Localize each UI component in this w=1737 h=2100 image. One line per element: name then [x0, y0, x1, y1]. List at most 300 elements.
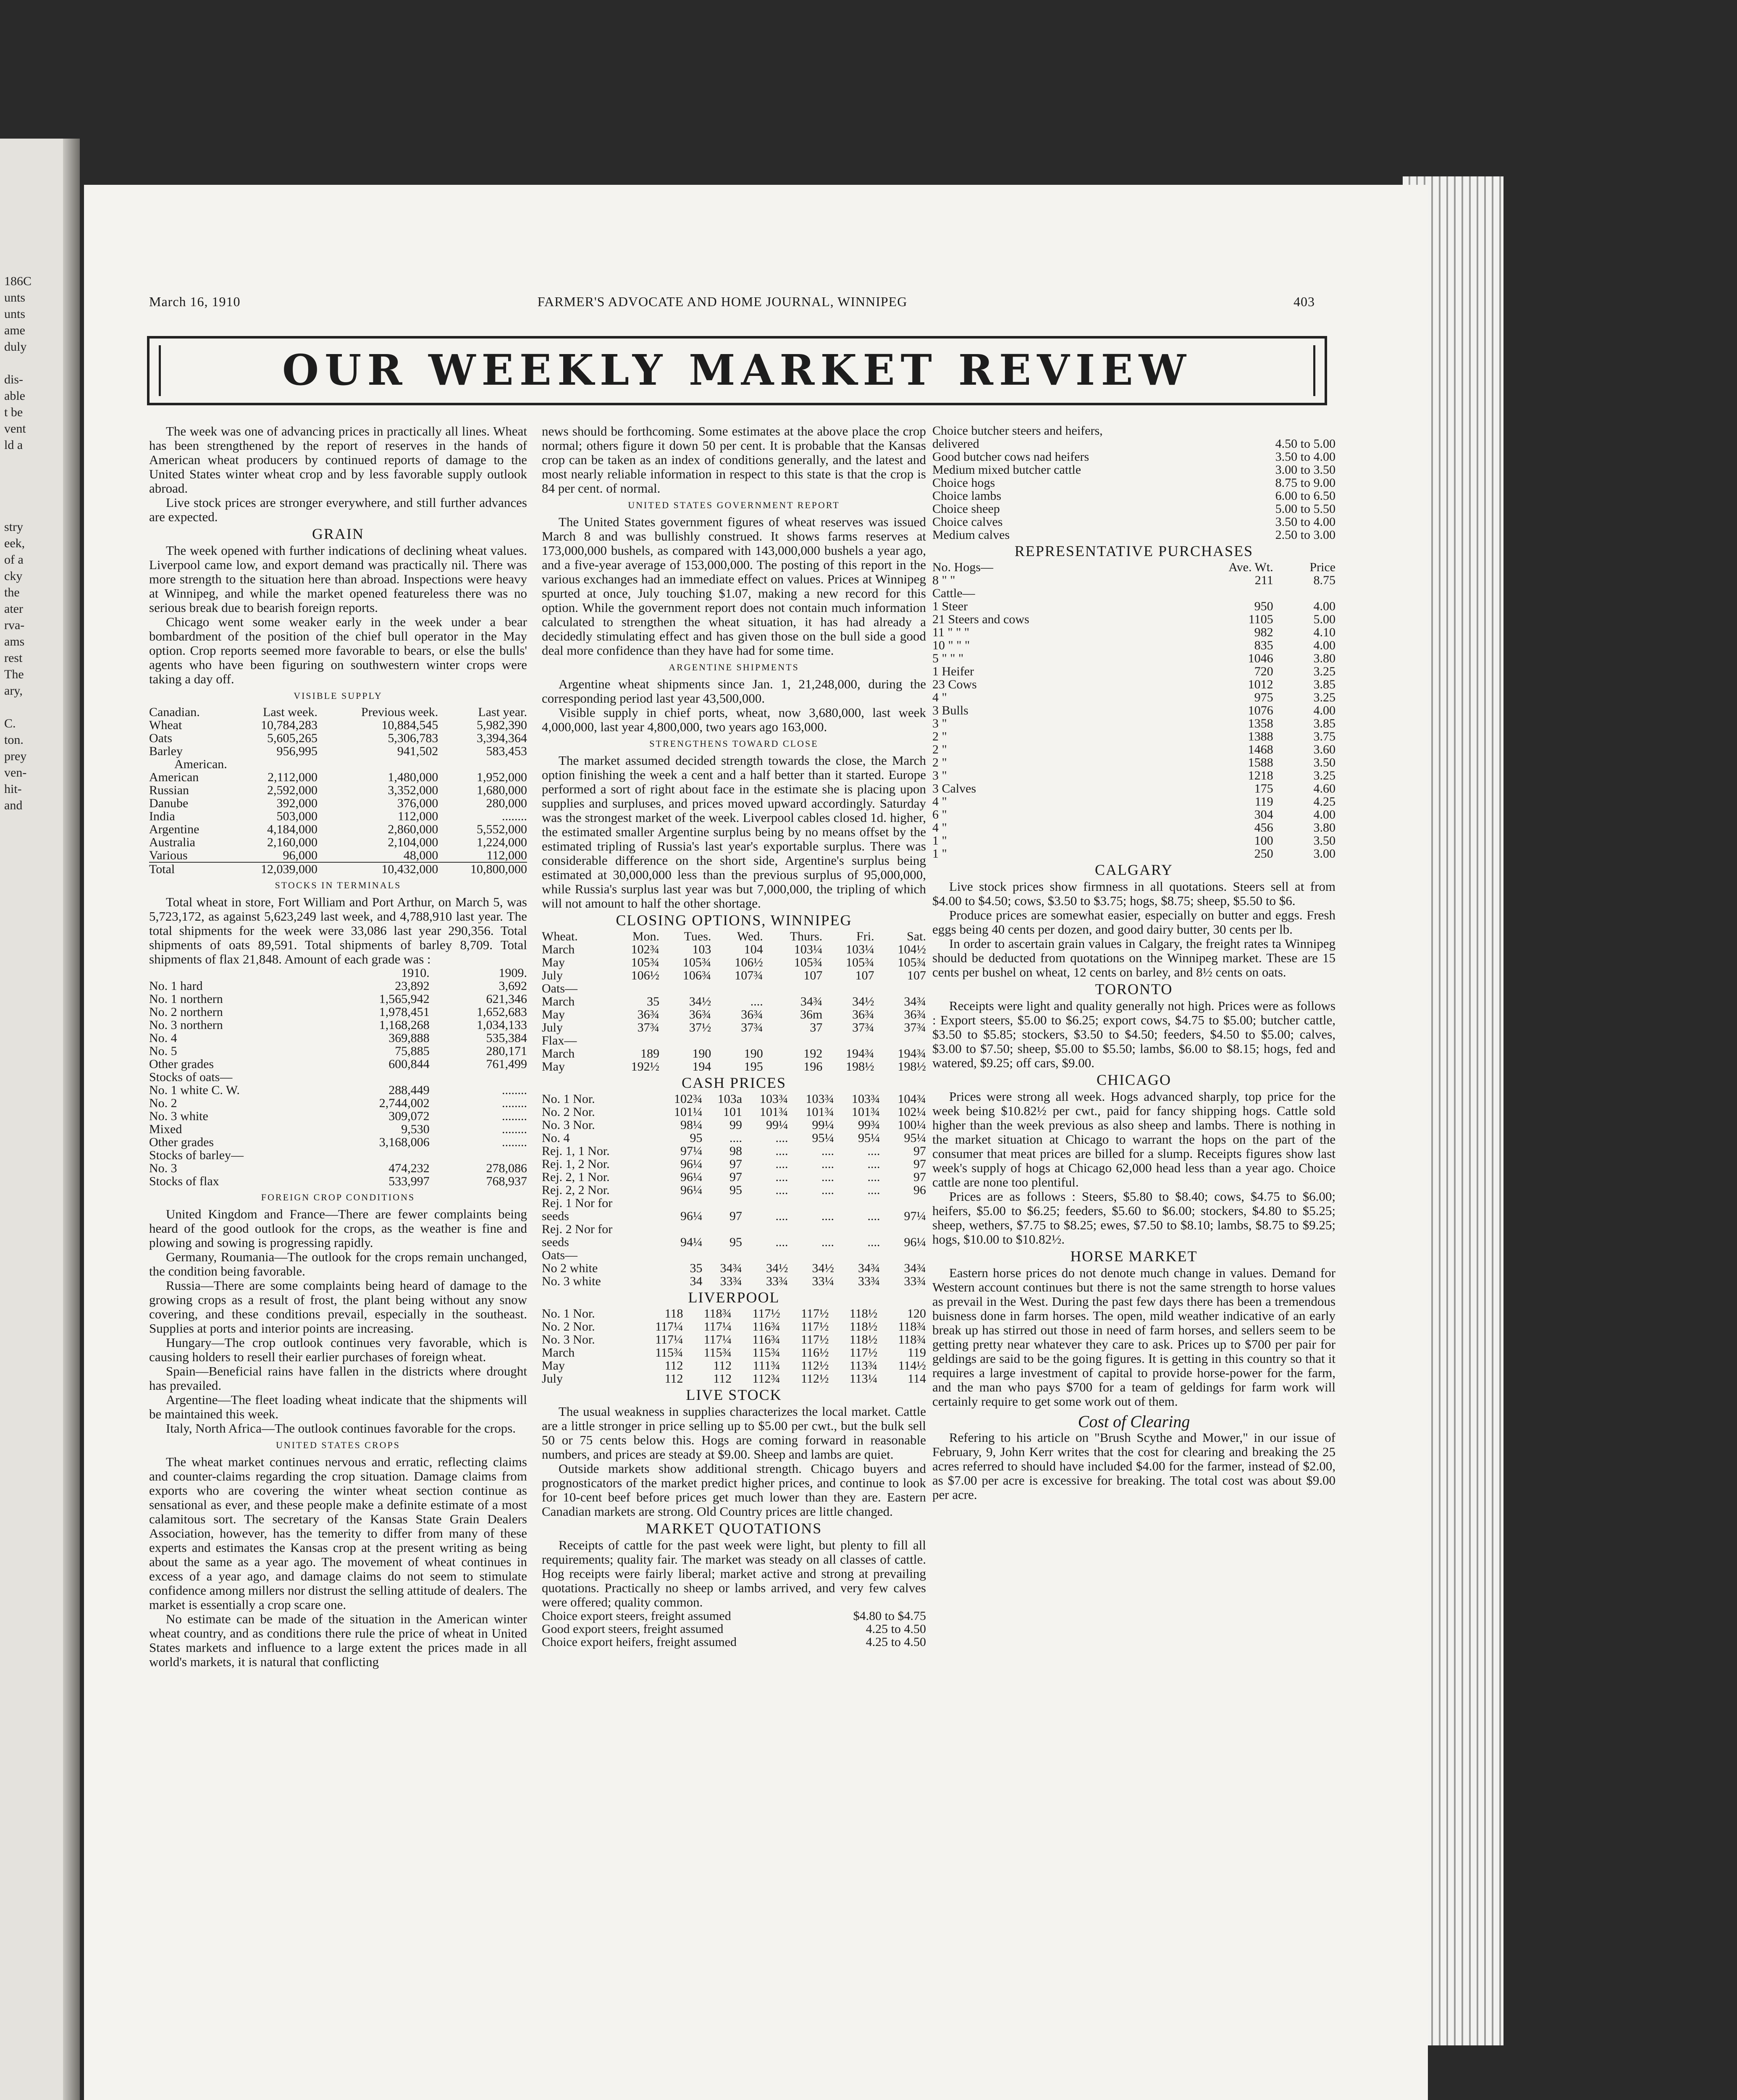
table-cell: 102¾ [674, 1092, 703, 1106]
table-row [542, 1609, 926, 1622]
table-cell: 105¾ [846, 956, 874, 969]
table-cell [608, 1034, 659, 1047]
table-cell [880, 1223, 926, 1236]
table-cell: 116¾ [752, 1333, 780, 1347]
row-label: Other grades [149, 1135, 214, 1149]
row-label: No. 2 [149, 1096, 177, 1110]
table-row [542, 1047, 926, 1060]
left-page-text-fragment: dis- [4, 373, 23, 386]
row-label: Rej. 1, 2 Nor. [542, 1157, 610, 1171]
row-label: Oats— [542, 982, 577, 995]
row-label: 23 Cows [932, 677, 977, 691]
table-row [932, 808, 1336, 821]
row-label: No. 2 Nor. [542, 1105, 595, 1119]
table-cell: 2,744,002 [379, 1096, 430, 1110]
table-row [542, 1105, 926, 1118]
toronto-paragraph: Receipts were light and quality generally not high. Prices were as follows : Export steers, $5.00 to $6.25; export cows, $4.75 to $5.00; butcher cattle, $3.50 to $5.85; stockers, $3.50 to $4.50; feeders, $4.50 to $5.00; calves, $3.00 to $7.50; sheep, $5.00 to $5.50; lambs, $6.00 to $8.15; hogs, fed and watered, $9.25; off cars, $9.00. [932, 998, 1336, 1070]
row-label: Good butcher cows nad heifers [932, 450, 1089, 464]
table-row [932, 528, 1336, 541]
table-cell: 117¼ [703, 1333, 732, 1347]
table-cell [656, 1223, 702, 1236]
table-cell: 198½ [897, 1060, 926, 1074]
table-cell: .... [867, 1209, 880, 1223]
column-header: Tues. [684, 929, 711, 943]
row-label: Oats— [542, 1248, 577, 1262]
table-cell: 10,800,000 [438, 862, 527, 876]
table-cell: 198½ [846, 1060, 874, 1074]
left-page-text-fragment: C. [4, 717, 16, 730]
table-cell: 117½ [849, 1346, 878, 1360]
table-row [932, 515, 1336, 528]
table-cell: 3,394,364 [477, 731, 527, 745]
argentine-paragraph-2: Visible supply in chief ports, wheat, now 3,680,000, last week 4,000,000, last year 4,800,000, two years ago 163,000. [542, 705, 926, 734]
us-crops-heading: UNITED STATES CROPS [276, 1440, 401, 1450]
table-cell: 835 [1254, 638, 1273, 652]
table-row [932, 691, 1336, 704]
table-cell [702, 1197, 742, 1210]
table-row [932, 678, 1336, 691]
left-page-text-fragment: ary, [4, 684, 23, 698]
row-label: No. 3 Nor. [542, 1118, 595, 1132]
table-cell: 116¾ [752, 1320, 780, 1334]
table-cell: 194¾ [897, 1047, 926, 1060]
row-label: 5 " " " [932, 651, 964, 665]
row-label: 1 Heifer [932, 664, 974, 678]
row-label: Other grades [149, 1057, 214, 1071]
table-cell: 99 [729, 1118, 743, 1132]
table-cell: 278,086 [486, 1161, 527, 1175]
table-row [932, 476, 1336, 489]
table-cell: 100 [1254, 834, 1273, 848]
table-row [149, 836, 527, 849]
row-label: Medium mixed butcher cattle [932, 463, 1081, 477]
market-quotations-heading: MARKET QUOTATIONS [645, 1520, 822, 1537]
table-row [149, 745, 527, 758]
row-label: 3 Calves [932, 782, 976, 795]
table-cell: 95¼ [812, 1131, 834, 1145]
left-page-text-fragment: the [4, 585, 20, 599]
column-header: Ave. Wt. [1228, 560, 1273, 574]
foreign-crop-item: Italy, North Africa—The outlook continues favorable for the crops. [166, 1421, 516, 1436]
table-cell: 5,306,783 [388, 731, 438, 745]
table-cell: 103¾ [806, 1092, 834, 1106]
table-cell: 982 [1254, 625, 1273, 639]
market-quotations-paragraph: Receipts of cattle for the past week were light, but plenty to fill all requirements; quality fair. The market was steady on all classes of cattle. Hog receipts were fairly liberal; market active and strong at prevailing quotations. Practically no sheep or lambs arrived, and very few calves were offered; quality common. [542, 1538, 926, 1609]
left-page-text-fragment: ton. [4, 733, 24, 747]
table-row [542, 1635, 926, 1648]
left-page-text-fragment: The [4, 667, 24, 681]
table-cell: .... [867, 1157, 880, 1171]
left-page-text-fragment: duly [4, 340, 27, 354]
closing-options-table [542, 930, 926, 1073]
grades-table [149, 966, 527, 1188]
calgary-paragraph-2: Produce prices are somewhat easier, especially on butter and eggs. Fresh eggs being 40 cents per dozen, and good dairy butter, 30 cents per lb. [932, 908, 1336, 937]
table-row [149, 823, 527, 836]
table-cell: 2,592,000 [267, 783, 317, 797]
table-cell: 117½ [752, 1307, 780, 1320]
table-row [542, 1346, 926, 1359]
table-cell: 112 [713, 1359, 732, 1373]
table-cell: 119 [908, 1346, 926, 1360]
table-cell: 34½ [766, 1261, 788, 1275]
table-cell: 112 [664, 1372, 683, 1386]
table-cell: ........ [502, 1096, 527, 1110]
table-cell: 474,232 [388, 1161, 430, 1175]
table-cell: 113¼ [849, 1372, 878, 1386]
table-cell: 99¼ [766, 1118, 788, 1132]
table-cell [788, 1197, 834, 1210]
left-page-text-fragment: hit- [4, 782, 22, 796]
table-cell [1230, 424, 1336, 437]
row-label: Various [149, 848, 188, 862]
left-page-text-fragment: and [4, 798, 23, 812]
table-cell: 116½ [801, 1346, 829, 1360]
row-label: No. 2 northern [149, 1005, 223, 1019]
table-cell: 1,652,683 [477, 1005, 527, 1019]
table-cell: 3,352,000 [388, 783, 438, 797]
table-row [149, 979, 527, 992]
table-cell: 3.85 [1313, 717, 1336, 730]
table-cell: 503,000 [276, 809, 317, 823]
table-row [542, 1307, 926, 1320]
table-cell: 3.50 [1313, 834, 1336, 848]
table-row [932, 795, 1336, 808]
table-cell: 99¾ [858, 1118, 880, 1132]
table-cell: 33¾ [858, 1274, 880, 1288]
table-row [542, 1249, 926, 1262]
table-row [542, 1184, 926, 1197]
table-cell: 117½ [801, 1320, 829, 1334]
table-cell: 195 [744, 1060, 763, 1074]
table-cell: 5,552,000 [477, 822, 527, 836]
table-cell: 95 [729, 1235, 743, 1249]
table-row [542, 969, 926, 982]
table-row [149, 810, 527, 823]
table-cell: 1,952,000 [477, 770, 527, 784]
us-crops-paragraph-2: No estimate can be made of the situation in the American winter wheat country, and as conditions there rule the price of wheat in United States markets and influence to a large extent the prices made in all world's markets, it is natural that conflicting [149, 1612, 527, 1669]
table-subheader-row [149, 758, 527, 771]
table-cell: 535,384 [486, 1031, 527, 1045]
table-cell [711, 982, 763, 995]
table-cell: 106½ [735, 956, 763, 969]
table-cell: 105¾ [682, 956, 711, 969]
header-journal: FARMER'S ADVOCATE AND HOME JOURNAL, WINNIPEG [537, 294, 908, 309]
row-label: Stocks of flax [149, 1174, 219, 1188]
table-cell: 5,605,265 [267, 731, 317, 745]
table-cell: 1388 [1248, 730, 1273, 743]
table-cell: 97 [729, 1157, 743, 1171]
table-cell: ........ [502, 1083, 527, 1097]
table-cell: .... [775, 1209, 788, 1223]
table-row [932, 574, 1336, 587]
table-row [149, 1136, 527, 1149]
table-cell: 104 [744, 942, 763, 956]
table-cell: 95 [729, 1183, 743, 1197]
table-cell: 3.00 [1313, 847, 1336, 861]
intro-paragraph: The week was one of advancing prices in practically all lines. Wheat has been strengthened by the report of reserves in the hands of American wheat producers by continued reports of damage to the United States winter wheat crop and by less favorable supply outlook abroad. [149, 424, 527, 496]
table-cell [742, 1197, 788, 1210]
liverpool-heading: LIVERPOOL [688, 1289, 780, 1306]
table-row [542, 1092, 926, 1105]
header-page-number: 403 [1294, 294, 1315, 309]
table-cell [880, 1249, 926, 1262]
table-cell [822, 1034, 874, 1047]
row-label: Stocks of barley— [149, 1148, 244, 1162]
column-header [149, 966, 332, 979]
live-stock-heading: LIVE STOCK [686, 1386, 782, 1403]
table-cell: 105¾ [631, 956, 660, 969]
table-cell: 97¼ [680, 1144, 703, 1158]
row-label: May [542, 956, 565, 969]
table-cell: 1,034,133 [477, 1018, 527, 1032]
horse-market-heading: HORSE MARKET [1070, 1248, 1198, 1265]
table-cell [834, 1197, 880, 1210]
table-cell: 118¾ [898, 1333, 926, 1347]
table-cell: 3.85 [1313, 677, 1336, 691]
table-cell: 9,530 [401, 1122, 430, 1136]
table-cell: 118½ [849, 1320, 878, 1334]
foreign-crop-item: Spain—Beneficial rains have fallen in the districts where drought has prevailed. [149, 1364, 527, 1393]
left-page-text-fragment: unts [4, 291, 26, 304]
table-cell: 194¾ [846, 1047, 874, 1060]
table-cell: 6.00 to 6.50 [1275, 489, 1336, 503]
row-label: Stocks of oats— [149, 1070, 233, 1084]
us-crops-paragraph-1: The wheat market continues nervous and erratic, reflecting claims and counter-claims regarding the crop situation. Damage claims from exports who are covering the winter wheat section continue as sensational as ever, and these people make a definite estimate of a most calamitous sort. The secretary of the Kansas State Grain Dealers Association, however, has the temerity to differ from many of these experts and estimates the Kansas crop at the present writing as being about the same as a year ago. The movement of wheat continues in excess of a year ago, and damage claims do not seem to stimulate confidence among millers nor distrust the selling attitude of dealers. The market is essentially a crop scare one. [149, 1454, 527, 1612]
table-cell: 106¾ [682, 969, 711, 982]
table-header-row [149, 966, 527, 979]
row-label: July [542, 1021, 563, 1034]
table-cell: 369,888 [388, 1031, 430, 1045]
liverpool-table [542, 1307, 926, 1385]
table-cell: 250 [1254, 847, 1273, 861]
title-banner [147, 336, 1327, 405]
table-cell: 4.50 to 5.00 [1275, 437, 1336, 451]
table-cell: 34¾ [904, 1261, 926, 1275]
table-cell: 192½ [631, 1060, 660, 1074]
table-cell: 103 [692, 942, 711, 956]
left-page-text-fragment: unts [4, 307, 26, 321]
left-page-text-fragment: ven- [4, 766, 27, 780]
table-cell: 8.75 [1313, 573, 1336, 587]
row-label: Russian [149, 783, 189, 797]
table-row [542, 1118, 926, 1131]
table-cell: 118½ [849, 1333, 878, 1347]
column-header: Canadian. [149, 705, 200, 719]
table-row [542, 1262, 926, 1275]
table-cell: 2,112,000 [268, 770, 317, 784]
table-cell: 3.25 [1313, 664, 1336, 678]
grain-heading: GRAIN [312, 525, 364, 542]
table-cell: 5.00 to 5.50 [1275, 502, 1336, 516]
table-cell [608, 982, 659, 995]
table-row [542, 1223, 926, 1236]
row-label: 1 Steer [932, 599, 968, 613]
table-cell: 34¾ [858, 1261, 880, 1275]
table-cell: 950 [1254, 599, 1273, 613]
table-cell: 309,072 [388, 1109, 430, 1123]
table-cell: 117¼ [655, 1333, 683, 1347]
left-page-text-fragment: of a [4, 553, 24, 567]
table-row [149, 732, 527, 745]
table-cell [332, 1071, 429, 1084]
table-cell: 33¼ [812, 1274, 834, 1288]
visible-supply-table [149, 706, 527, 876]
table-cell: 107 [803, 969, 823, 982]
table-cell: .... [867, 1235, 880, 1249]
table-row [932, 587, 1336, 600]
table-cell [822, 982, 874, 995]
table-cell: 101¾ [760, 1105, 788, 1119]
table-cell: 103¼ [794, 942, 823, 956]
table-cell: 103¾ [851, 1092, 880, 1106]
table-row [542, 956, 926, 969]
table-cell: 36¾ [637, 1008, 660, 1021]
table-cell: 280,171 [486, 1044, 527, 1058]
table-cell: .... [867, 1144, 880, 1158]
table-row [542, 1021, 926, 1034]
table-row [149, 1018, 527, 1032]
table-cell: 1,978,451 [379, 1005, 430, 1019]
table-cell: 192 [803, 1047, 823, 1060]
row-label: Danube [149, 796, 189, 810]
table-cell: 96¼ [680, 1209, 703, 1223]
table-row [149, 1071, 527, 1084]
row-label: 4 " [932, 795, 947, 808]
row-label: 6 " [932, 808, 947, 822]
left-page-text-fragment: 186C [4, 274, 32, 288]
table-cell: 37¾ [741, 1021, 763, 1034]
table-cell: 34½ [812, 1261, 834, 1275]
column-1 [149, 424, 527, 1669]
table-cell: 96,000 [283, 848, 317, 862]
table-row [932, 756, 1336, 769]
table-cell: .... [775, 1170, 788, 1184]
table-cell: 101¾ [806, 1105, 834, 1119]
table-cell: 112,000 [486, 848, 527, 862]
chicago-heading: CHICAGO [1096, 1071, 1171, 1088]
left-page-text-fragment: rest [4, 651, 23, 665]
row-label: No. 3 white [149, 1109, 208, 1123]
row-label: Cattle— [932, 586, 975, 600]
table-cell: 104½ [897, 942, 926, 956]
export-quotes-table [542, 1609, 926, 1648]
row-label: No. 3 white [542, 1274, 601, 1288]
table-row [932, 450, 1336, 463]
left-page-text-fragment: vent [4, 422, 26, 436]
table-cell: 97 [913, 1144, 926, 1158]
table-cell: 94¼ [680, 1235, 703, 1249]
table-cell: 97¼ [904, 1209, 926, 1223]
table-cell: 112¾ [752, 1372, 780, 1386]
table-cell [834, 1249, 880, 1262]
table-cell: .... [775, 1235, 788, 1249]
table-cell: 96 [913, 1183, 926, 1197]
table-cell: 190 [692, 1047, 711, 1060]
grain-paragraph-2: Chicago went some weaker early in the week under a bear bombardment of the position of the chief bull operator in the May option. Crop reports seemed more favorable to bears, or else the bulls' agents who have been figuring on southwestern winter crops were taking a day off. [149, 614, 527, 686]
table-header-row [542, 930, 926, 943]
row-label: Choice calves [932, 515, 1003, 529]
table-cell [742, 1223, 788, 1236]
table-cell: 115¾ [703, 1346, 732, 1360]
table-cell: 117¼ [703, 1320, 732, 1334]
table-cell: 2.50 to 3.00 [1275, 528, 1336, 542]
table-cell: 48,000 [403, 848, 438, 862]
toronto-heading: TORONTO [1095, 981, 1173, 998]
row-label: Wheat [149, 718, 182, 732]
table-cell: 112½ [801, 1359, 829, 1373]
row-label: seeds [542, 1209, 569, 1223]
table-cell: 1218 [1248, 769, 1273, 782]
table-cell: 190 [744, 1047, 763, 1060]
page-title: OUR WEEKLY MARKET REVIEW [282, 345, 1192, 395]
table-row [149, 784, 527, 797]
table-cell: .... [750, 995, 763, 1008]
horse-market-paragraph: Eastern horse prices do not denote much change in values. Demand for Western account continues but there is not the same strength to horse values as prevail in the West. During the past few days there has been a tremendous buisness done in farm horses. The open, mild weather indicative of an early break up has stirred out those in need of farm horses, and sellers seem to be getting pretty near whatever they care to ask. Prices up to $700 per pair for geldings are said to be the going figures. It is getting in this country so that it requires a large investment of capital to provide horse-power for the farm, and the man who pays $700 for a team of geldings for farm work will certainly require to get some work out of them. [932, 1265, 1336, 1409]
cash-prices-heading: CASH PRICES [681, 1074, 787, 1091]
table-cell: 103a [717, 1092, 743, 1106]
row-label: 4 " [932, 821, 947, 835]
table-cell: 3.25 [1313, 769, 1336, 782]
left-page-text-fragment: ame [4, 323, 25, 337]
table-cell: .... [821, 1183, 834, 1197]
total-row [149, 862, 527, 876]
table-cell: 3.80 [1313, 821, 1336, 835]
table-cell: 35 [690, 1261, 703, 1275]
table-row [149, 849, 527, 862]
table-cell: .... [729, 1131, 743, 1145]
table-cell: 3.60 [1313, 743, 1336, 756]
column-3 [932, 424, 1336, 1502]
table-row [932, 769, 1336, 782]
row-label: India [149, 809, 175, 823]
table-cell [874, 1034, 926, 1047]
table-row [149, 1162, 527, 1175]
table-cell: 36¾ [689, 1008, 711, 1021]
row-label: Argentine [149, 822, 199, 836]
table-row [932, 489, 1336, 502]
table-cell: 3.75 [1313, 730, 1336, 743]
table-cell: 33¾ [720, 1274, 743, 1288]
row-label: 21 Steers and cows [932, 612, 1029, 626]
row-label: seeds [542, 1235, 569, 1249]
closing-options-heading: CLOSING OPTIONS, WINNIPEG [616, 912, 852, 929]
table-row [149, 1005, 527, 1018]
table-row [149, 1110, 527, 1123]
table-row [932, 717, 1336, 730]
table-cell: 101¼ [674, 1105, 703, 1119]
column-header: Previous week. [361, 705, 438, 719]
table-cell: .... [775, 1131, 788, 1145]
table-row [149, 992, 527, 1005]
foreign-crop-item: Russia—There are some complaints being heard of damage to the growing crops as a result of frost, the plant being without any snow covering, and these conditions prevail, especially in the southeast. Supplies at ports and interior points are increasing. [149, 1278, 527, 1336]
table-cell: 4.60 [1313, 782, 1336, 795]
row-label: 3 " [932, 769, 947, 782]
table-cell: 1012 [1248, 677, 1273, 691]
table-cell: 36¾ [904, 1008, 926, 1021]
table-row [542, 1372, 926, 1385]
row-label: Australia [149, 835, 195, 849]
table-cell: 1046 [1248, 651, 1273, 665]
table-cell: 100¼ [897, 1118, 926, 1132]
table-row [149, 1045, 527, 1058]
table-cell: 5,982,390 [477, 718, 527, 732]
row-label: 4 " [932, 690, 947, 704]
table-cell: 95¼ [858, 1131, 880, 1145]
table-cell: 96¼ [680, 1183, 703, 1197]
table-row [149, 1149, 527, 1162]
table-cell: 37¾ [852, 1021, 874, 1034]
column-header: 1909. [499, 966, 527, 980]
